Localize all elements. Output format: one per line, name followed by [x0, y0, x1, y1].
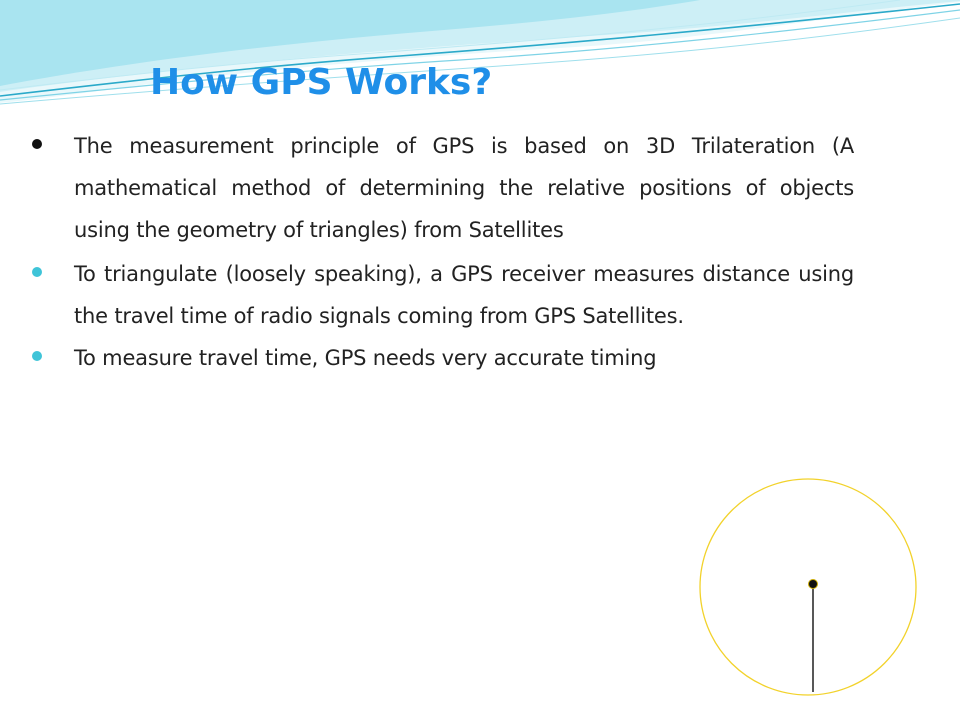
signal-range-circle — [700, 479, 916, 695]
bullet-marker-dot — [32, 139, 42, 149]
satellite-point — [809, 580, 818, 589]
bullet-text: To triangulate (loosely speaking), a GPS receiver measures distance using the travel time of radio signals coming from GPS Satellites. — [74, 262, 854, 328]
slide-title: How GPS Works? — [150, 62, 493, 103]
bullet-marker-dot — [32, 267, 42, 277]
bullet-item — [0, 125, 960, 251]
bullet-text: The measurement principle of GPS is based on 3D Trilateration (A mathematical method of determining the relative positions of objects using the geometry of triangles) from Satellites — [74, 134, 854, 242]
bullet-text: To measure travel time, GPS needs very accurate timing — [74, 346, 657, 370]
bullet-item — [0, 337, 960, 379]
bullet-list — [0, 125, 960, 379]
bullet-marker-dot — [32, 351, 42, 361]
bullet-item — [0, 253, 960, 337]
